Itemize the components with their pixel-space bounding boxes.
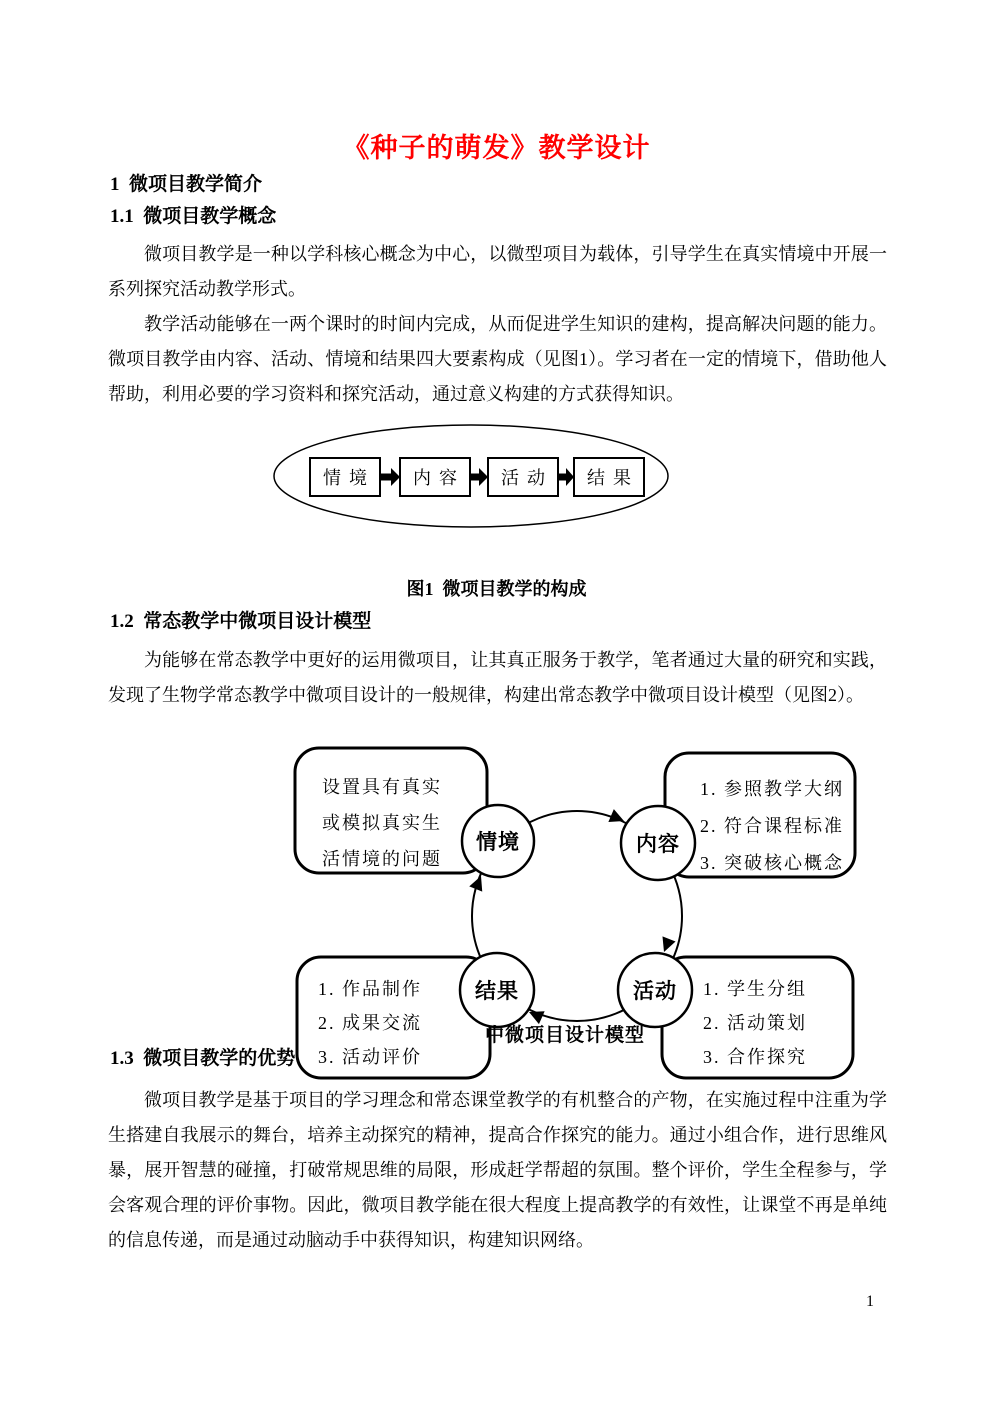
figure2-label-content: 内容 (636, 832, 680, 856)
paragraph-1: 微项目教学是一种以学科核心概念为中心，以微型项目为载体，引导学生在真实情境中开展一系列探究活动教学形式。 (108, 244, 887, 299)
figure2-situation-line-1: 设置具有真实 (322, 777, 442, 797)
figure2-result-line-2: 2. 成果交流 (318, 1013, 422, 1033)
figure1-arrow-1-icon (381, 468, 400, 486)
figure1-label-result: 结果 (587, 468, 639, 488)
heading-1-1: 1.1 微项目教学概念 (110, 206, 277, 227)
heading-1-3: 1.3 微项目教学的优势 (110, 1048, 296, 1069)
figure2-arrow-to-content-icon (608, 809, 626, 827)
figure2-label-situation: 情境 (476, 830, 520, 854)
figure2-content-line-1: 1. 参照教学大纲 (700, 779, 844, 799)
figure1-arrow-3-icon (559, 468, 574, 486)
figure1-caption: 图1 微项目教学的构成 (406, 579, 587, 599)
paragraph-3: 为能够在常态教学中更好的运用微项目，让其真正服务于教学，笔者通过大量的研究和实践，发现了生物学常态教学中微项目设计的一般规律，构建出常态教学中微项目设计模型（见图2）。 (108, 650, 887, 705)
paragraph-4: 微项目教学是基于项目的学习理念和常态课堂教学的有机整合的产物，在实施过程中注重为学生搭建自我展示的舞台，培养主动探究的精神，提高合作探究的能力。通过小组合作，进行思维风暴，展开智慧的碰撞，打破常规思维的局限，形成赶学帮超的氛围。整个评价，学生全程参与，学会客观合理的评价事物。因此，微项目教学能在很大程度上提高教学的有效性，让课堂不再是单纯的信息传递，而是通过动脑动手中获得知识，构建知识网络。 (108, 1090, 887, 1250)
figure1-flow-diagram (265, 421, 677, 533)
figure2-content-line-2: 2. 符合课程标准 (700, 816, 844, 836)
figure2-activity-line-2: 2. 活动策划 (703, 1013, 807, 1033)
figure1-arrow-2-icon (471, 468, 488, 486)
figure2-cycle-diagram (0, 740, 993, 1092)
figure2-result-line-1: 1. 作品制作 (318, 979, 422, 999)
paragraph-2: 教学活动能够在一两个课时的时间内完成，从而促进学生知识的建构，提高解决问题的能力。微项目教学由内容、活动、情境和结果四大要素构成（见图1）。学习者在一定的情境下，借助他人帮助，利用必要的学习资料和探究活动，通过意义构建的方式获得知识。 (108, 314, 887, 404)
figure2-activity-line-3: 3. 合作探究 (703, 1047, 807, 1067)
heading-1-2: 1.2 常态教学中微项目设计模型 (110, 611, 372, 632)
figure2-label-activity: 活动 (633, 979, 677, 1003)
figure2-caption-fragment: 中微项目设计模型 (485, 1025, 646, 1046)
figure2-situation-line-3: 活情境的问题 (322, 849, 442, 869)
page-number: 1 (866, 1293, 874, 1310)
figure2-arrow-to-activity-icon (657, 936, 675, 954)
figure1-label-situation: 情境 (323, 468, 375, 488)
figure2-result-line-3: 3. 活动评价 (318, 1047, 422, 1067)
figure2-label-result: 结果 (475, 979, 519, 1003)
figure2-content-line-3: 3. 突破核心概念 (700, 853, 844, 873)
heading-1: 1 微项目教学简介 (110, 174, 263, 195)
document-title: 《种子的萌发》教学设计 (342, 133, 651, 163)
figure2-arrow-to-situation-icon (469, 873, 487, 891)
figure2-situation-line-2: 或模拟真实生 (322, 813, 442, 833)
figure1-label-content: 内容 (413, 468, 465, 488)
figure1-label-activity: 活动 (501, 468, 553, 488)
figure2-activity-line-1: 1. 学生分组 (703, 979, 807, 999)
